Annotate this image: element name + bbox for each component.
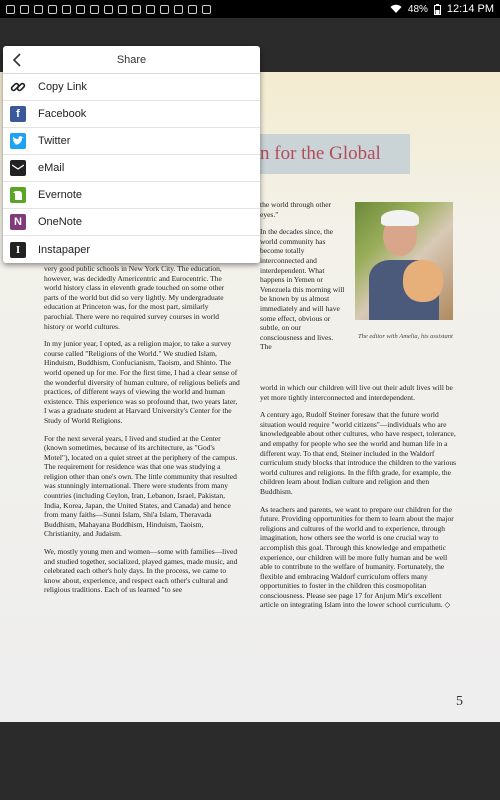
share-menu [3, 46, 260, 263]
share-item-label: Facebook [38, 108, 87, 120]
cat [403, 260, 443, 302]
notification-icon [20, 5, 29, 14]
share-item-twitter[interactable] [3, 128, 260, 155]
battery-percent: 48% [407, 3, 428, 15]
share-item-instapaper[interactable] [3, 236, 260, 263]
notification-icon [104, 5, 113, 14]
status-bar [0, 0, 500, 18]
notification-icon [188, 5, 197, 14]
photo-caption: The editor with Amelia, his assistant [358, 333, 453, 340]
share-item-label: Copy Link [38, 81, 87, 93]
paragraph: In my junior year, I opted, as a religion major, to take a survey course called "Religions of the World." We studied Islam, Hinduism, Buddhism, Confucianism, Taoism, and Shinto. The world opened up for me. For the first time, I had a clear sense of the wonderful diversity of human culture, of religious beliefs and practices, of different ways of viewing the world and human existence. This experience was so profound that, two years later, I was a graduate student at Harvard University's Center for the Study of World Religions. [44, 339, 240, 425]
notification-icon [132, 5, 141, 14]
editor-photo [355, 202, 453, 320]
share-item-copy-link[interactable] [3, 74, 260, 101]
instapaper-icon: I [10, 242, 26, 258]
battery-icon [434, 4, 441, 15]
paragraph: the world through other eyes." [260, 200, 332, 219]
share-header [3, 46, 260, 74]
notification-icon [34, 5, 43, 14]
article-title: n for the Global [258, 134, 410, 174]
share-item-label: Instapaper [38, 243, 90, 256]
share-item-onenote[interactable] [3, 209, 260, 236]
share-title: Share [116, 53, 147, 66]
notification-icon [160, 5, 169, 14]
notification-icon [118, 5, 127, 14]
notification-icons [6, 5, 211, 14]
back-button[interactable] [3, 46, 31, 74]
paragraph: world in which our children will live out their adult lives will be yet more tightly interconnected and interdependent. [260, 383, 453, 402]
twitter-icon [10, 133, 26, 149]
notification-icon [6, 5, 15, 14]
article-column-right [260, 383, 456, 618]
onenote-icon: N [10, 214, 26, 230]
paragraph: A century ago, Rudolf Steiner foresaw that the future world situation would require "world citizens"—individuals who are knowledgeable about other cultures, who have respect, tolerance, and empathy for people who see the world and human life in a different way. To that end, Steiner included in the Waldorf curriculum study blocks that introduce the children to the various world cultures and religions. In the fifth grade, for example, the children learn about Indian culture and religion and then Buddhism. [260, 410, 456, 496]
share-item-facebook[interactable] [3, 101, 260, 128]
share-item-label: eMail [38, 162, 65, 174]
article-column-left [44, 264, 240, 603]
notification-icon [62, 5, 71, 14]
notification-icon [76, 5, 85, 14]
person-hair [381, 210, 419, 226]
notification-icon [146, 5, 155, 14]
share-item-label: OneNote [38, 216, 83, 228]
page-number: 5 [456, 694, 463, 709]
evernote-icon [10, 187, 26, 203]
chevron-left-icon [12, 53, 22, 67]
notification-icon [48, 5, 57, 14]
link-icon [10, 79, 26, 95]
mail-icon [10, 160, 26, 176]
article-column-mid [260, 200, 345, 360]
status-right [390, 3, 494, 15]
notification-icon [90, 5, 99, 14]
notification-icon [174, 5, 183, 14]
notification-icon [202, 5, 211, 14]
paragraph: We, mostly young men and women—some with families—lived and studied together, socialized, played games, made music, and celebrated each other's holy days. In the process, we came to know about, experience, and respect each other's cultural and religious traditions. Each of us learned "to see [44, 547, 238, 595]
clock: 12:14 PM [446, 3, 494, 15]
share-item-label: Twitter [38, 135, 71, 147]
facebook-icon: f [10, 106, 26, 122]
paragraph: In the decades since, the world community has become totally interconnected and interdependent. What happens in Yemen or Venezuela this morning will be known by us almost immediately and will have some effect, obvious or subtle, on our consciousness and lives. The [260, 227, 345, 352]
paragraph: very good public schools in New York City. The education, however, was decidedly Americentric and Eurocentric. The world history class in eleventh grade touched on some other parts of the world but did so very lightly. My undergraduate education at Princeton was, for the most part, similarly parochial. There were no required survey courses in world history or world cultures. [44, 264, 225, 331]
navigation-bar [0, 722, 500, 800]
wifi-icon [390, 4, 402, 14]
share-item-evernote[interactable] [3, 182, 260, 209]
paragraph: For the next several years, I lived and studied at the Center (known sometimes, because of its architecture, as "God's Motel"), located on a quiet street at the periphery of the campus. The requirement for residence was that one was studying a religion other than one's own. The little community that resulted was stunningly international. There were students from many countries (including Ceylon, Iran, Lebanon, Israel, Pakistan, India, Korea, Japan, the United States, and Canada) and hence from many faiths—Sunni Islam, Shi'a Islam, Theravada Buddhism, Mahayana Buddhism, Hinduism, Taoism, Christianity, and Judaism. [44, 433, 238, 539]
share-item-email[interactable] [3, 155, 260, 182]
paragraph: As teachers and parents, we want to prepare our children for the future. Providing opportunities for them to learn about the major religions and cultures of the world and to experience, through imagination, how others see the world is one crucial way to accomplish this goal. Through this knowledge and empathetic experience, our children will be more fully human and be well able to contribute to the welfare of humanity. Fortunately, the flexible and embracing Waldorf curriculum offers many opportunities to foster in the children this cosmopolitan consciousness. Please see page 17 for Anjum Mir's excellent article on integrating Islam into the lower school curriculum. ◇ [260, 504, 454, 610]
share-item-label: Evernote [38, 189, 83, 201]
